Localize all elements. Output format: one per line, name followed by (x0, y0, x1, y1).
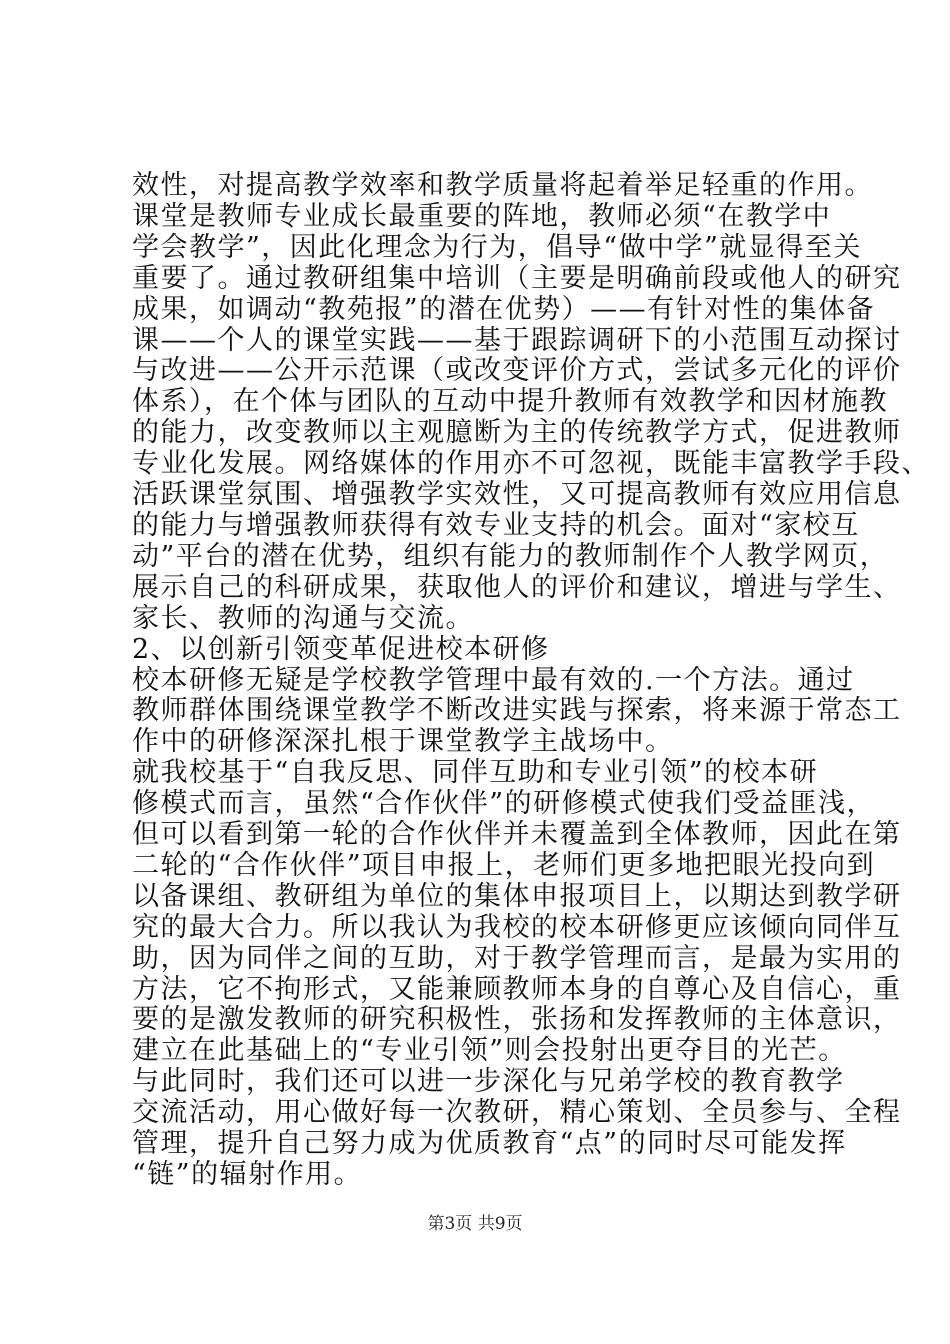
text-line: 体系），在个体与团队的互动中提升教师有效教学和因材施教 (132, 386, 888, 417)
text-line: 助，因为同伴之间的互助，对于教学管理而言，是最为实用的 (132, 943, 902, 974)
text-line: 课堂是教师专业成长最重要的阵地，教师必须“在教学中 (132, 201, 832, 232)
text-line: 与改进——公开示范课（或改变评价方式，尝试多元化的评价 (132, 355, 902, 386)
text-line: 专业化发展。网络媒体的作用亦不可忽视，既能丰富教学手段、 (132, 448, 930, 479)
text-line: 家长、教师的沟通与交流。 (132, 603, 474, 634)
text-line: 以备课组、教研组为单位的集体申报项目上，以期达到教学研 (132, 881, 902, 912)
text-line: 教师群体围绕课堂教学不断改进实践与探索，将来源于常态工 (132, 695, 902, 726)
text-line: 究的最大合力。所以我认为我校的校本研修更应该倾向同伴互 (132, 912, 902, 943)
text-line: 的能力与增强教师获得有效专业支持的机会。面对“家校互 (132, 510, 860, 541)
text-line: 方法，它不拘形式，又能兼顾教师本身的自尊心及自信心，重 (132, 974, 902, 1005)
text-line: 就我校基于“自我反思、同伴互助和专业引领”的校本研 (132, 757, 819, 788)
page-number-footer: 第3页 共9页 (427, 1214, 523, 1234)
text-line: 课——个人的课堂实践——基于跟踪调研下的小范围互动探讨 (132, 325, 902, 356)
text-line: “链”的辐射作用。 (132, 1159, 363, 1190)
text-line: 的能力，改变教师以主观臆断为主的传统教学方式，促进教师 (132, 417, 902, 448)
text-line: 成果，如调动“教苑报”的潜在优势）——有针对性的集体备 (132, 294, 876, 325)
text-line: 作中的研修深深扎根于课堂教学主战场中。 (132, 726, 674, 757)
text-line: 校本研修无疑是学校教学管理中最有效的.一个方法。通过 (132, 665, 855, 696)
text-line: 修模式而言，虽然“合作伙伴”的研修模式使我们受益匪浅， (132, 788, 876, 819)
text-line: 与此同时，我们还可以进一步深化与兄弟学校的教育教学 (132, 1066, 845, 1097)
text-line: 建立在此基础上的“专业引领”则会投射出更夺目的光芒。 (132, 1035, 847, 1066)
text-line: 管理，提升自己努力成为优质教育“点”的同时尽可能发挥 (132, 1128, 847, 1159)
text-line: 重要了。通过教研组集中培训（主要是明确前段或他人的研究 (132, 263, 902, 294)
text-line: 学会教学”，因此化理念为行为，倡导“做中学”就显得至关 (132, 232, 862, 263)
text-line: 活跃课堂氛围、增强教学实效性，又可提高教师有效应用信息 (132, 479, 902, 510)
text-line: 动”平台的潜在优势，组织有能力的教师制作个人教学网页， (132, 541, 889, 572)
text-line: 但可以看到第一轮的合作伙伴并未覆盖到全体教师，因此在第 (132, 819, 902, 850)
text-line: 二轮的“合作伙伴”项目申报上，老师们更多地把眼光投向到 (132, 850, 876, 881)
text-line: 交流活动，用心做好每一次教研，精心策划、全员参与、全程 (132, 1097, 902, 1128)
text-line: 展示自己的科研成果，获取他人的评价和建议，增进与学生、 (132, 572, 902, 603)
text-line: 效性，对提高教学效率和教学质量将起着举足轻重的作用。 (132, 170, 873, 201)
section-heading: 2、以创新引领变革促进校本研修 (132, 634, 550, 665)
text-line: 要的是激发教师的研究积极性，张扬和发挥教师的主体意识， (132, 1004, 902, 1035)
